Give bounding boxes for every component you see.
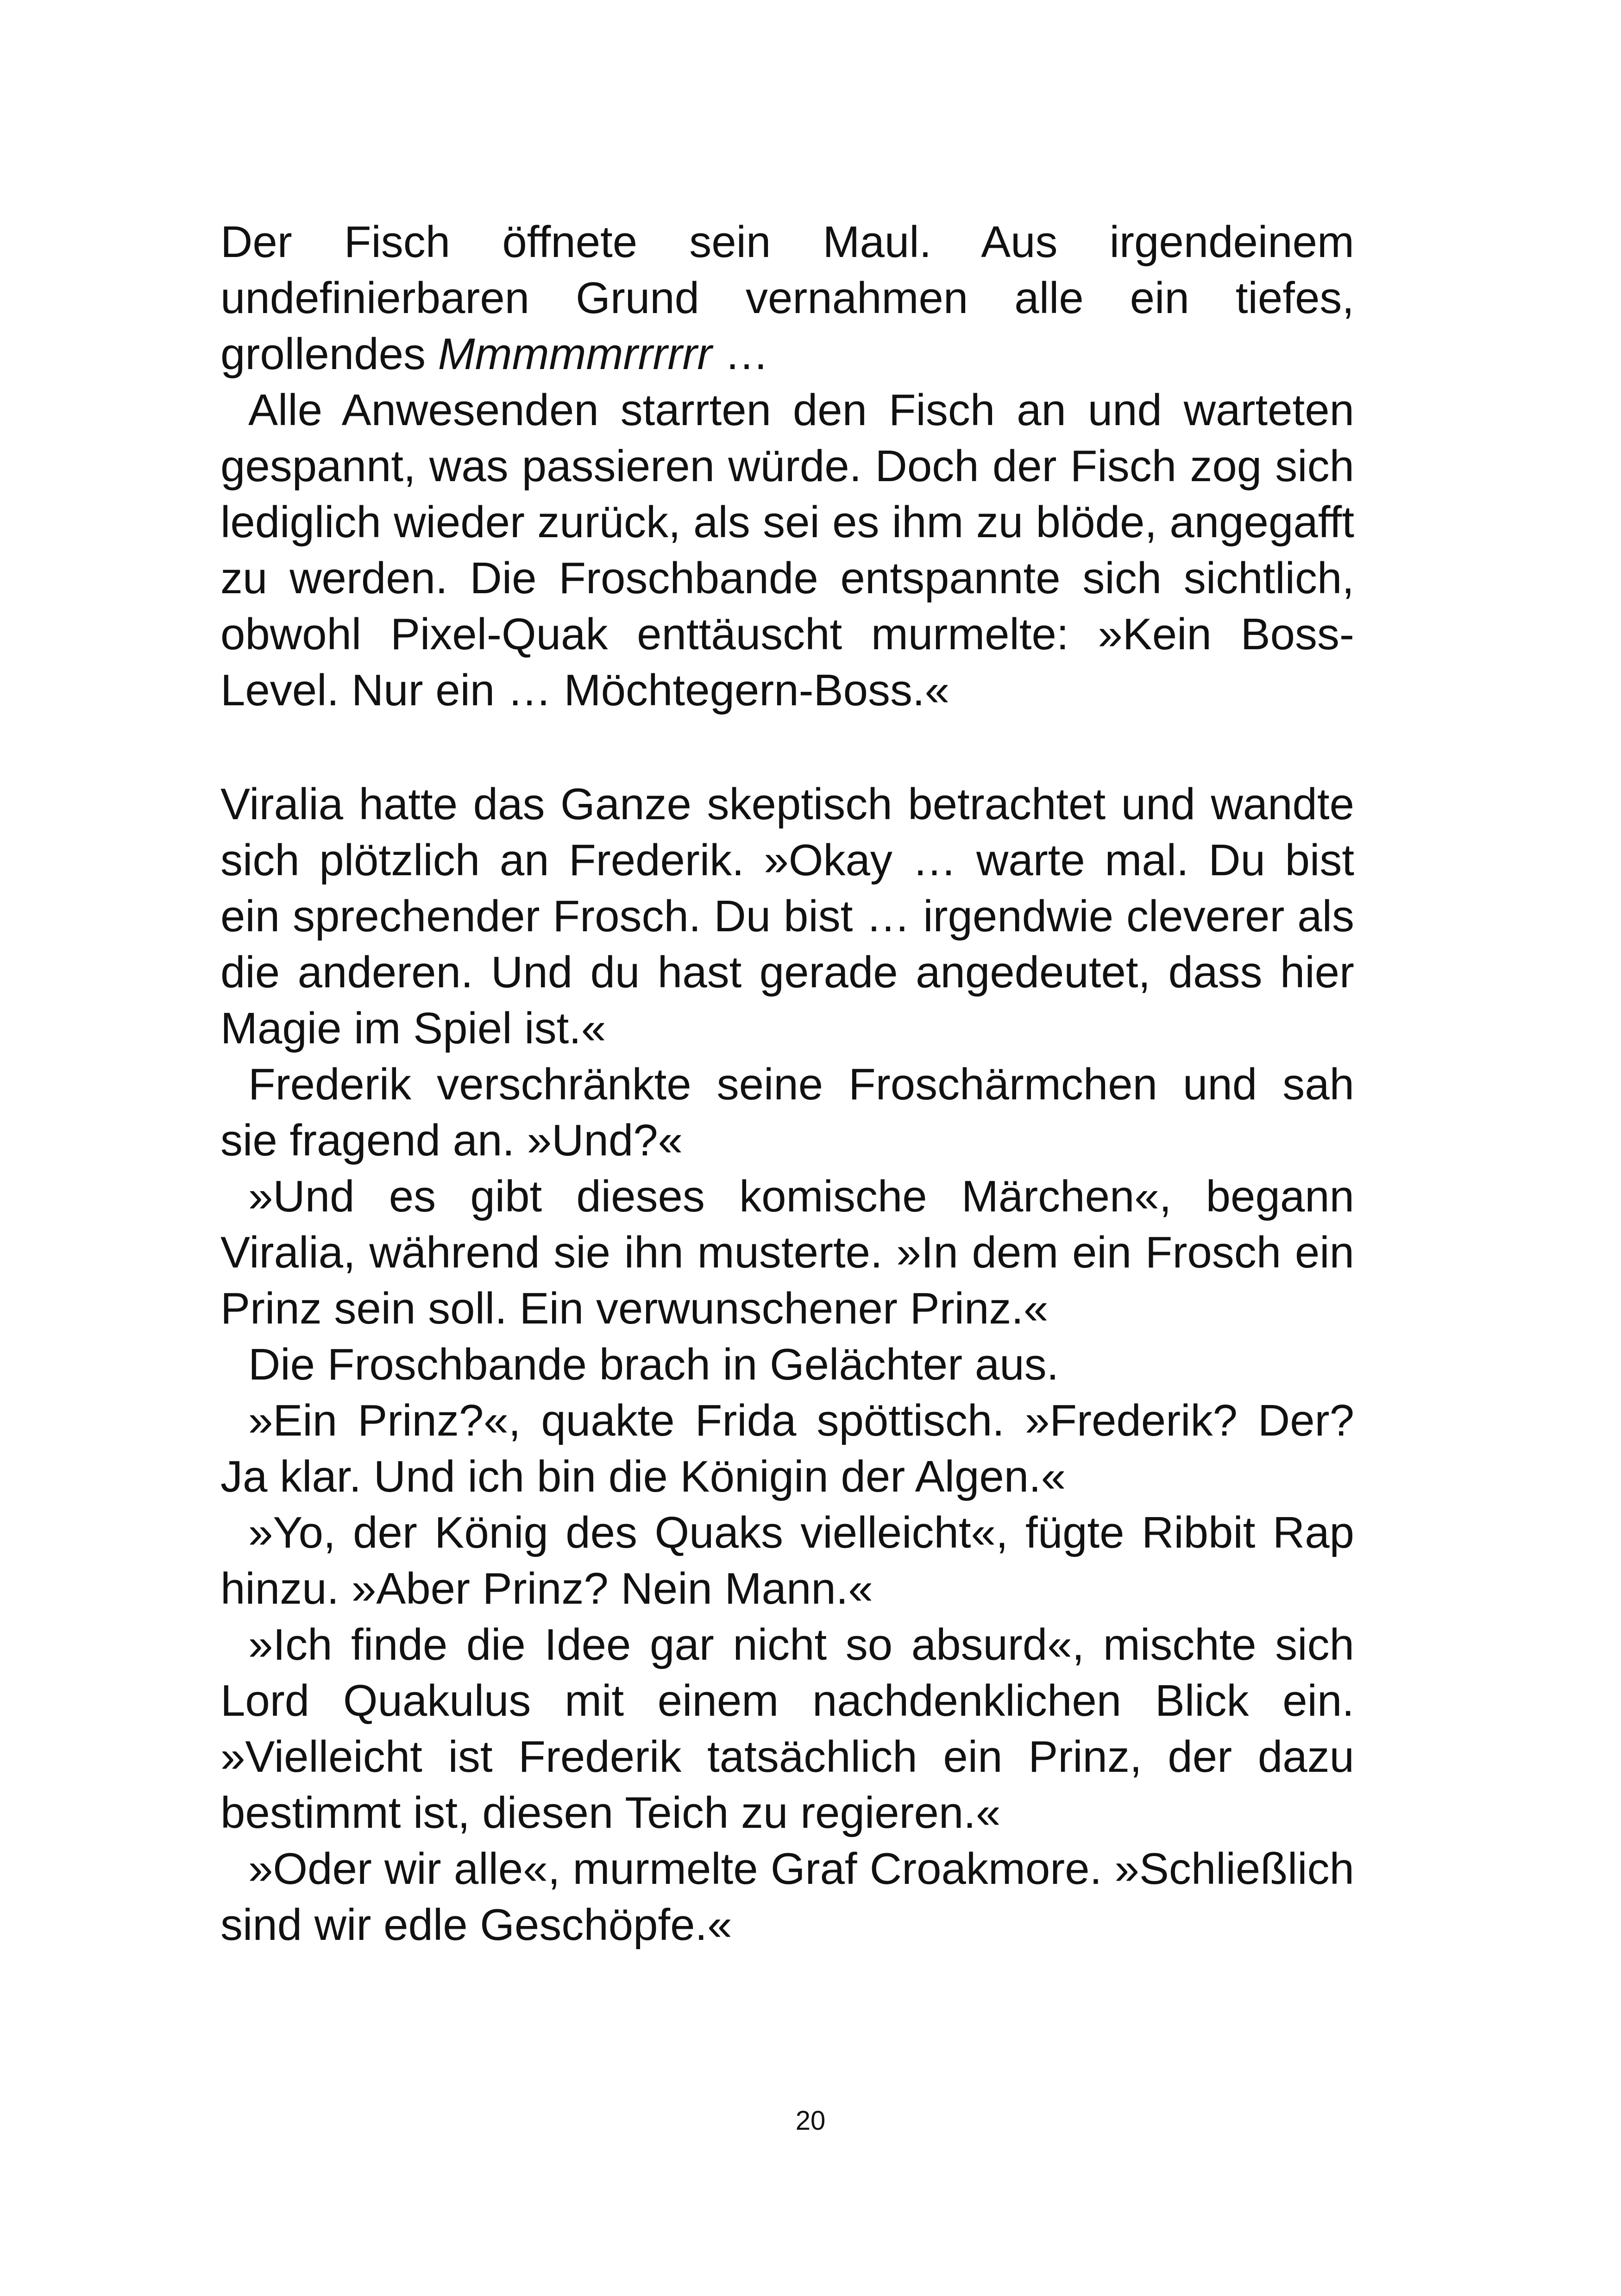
paragraph: Viralia hatte das Ganze skeptisch betrachtet und wandte sich plötzlich an Frederik. »Okay … warte mal. Du bist ein sprechender Frosch. Du bist … irgendwie cleverer als die anderen. Und du hast gerade angedeutet, dass hier Magie im Spiel ist.« bbox=[220, 779, 1354, 1053]
paragraph bbox=[220, 214, 1354, 382]
ellipsis: … bbox=[712, 329, 769, 379]
italic-sound: Mmmmmrrrrrr bbox=[438, 329, 712, 379]
paragraph: Die Froschbande brach in Gelächter aus. bbox=[248, 1340, 1059, 1389]
page-number: 20 bbox=[795, 2106, 826, 2136]
paragraph: »Oder wir alle«, murmelte Graf Croakmore. »Schließlich sind wir edle Geschöpfe.« bbox=[220, 1844, 1354, 1950]
paragraph: »Ich finde die Idee gar nicht so absurd«, mischte sich Lord Quakulus mit einem nachdenklichen Blick ein. »Vielleicht ist Frederik tatsächlich ein Prinz, der dazu bestimmt ist, diesen Teich zu regieren.« bbox=[220, 1620, 1354, 1838]
paragraph: »Ein Prinz?«, quakte Frida spöttisch. »Frederik? Der? Ja klar. Und ich bin die Königin der Algen.« bbox=[220, 1396, 1354, 1501]
text-block-1 bbox=[220, 214, 1354, 718]
paragraph: »Yo, der König des Quaks vielleicht«, fügte Ribbit Rap hinzu. »Aber Prinz? Nein Mann.« bbox=[220, 1508, 1354, 1613]
text-block-2 bbox=[220, 776, 1354, 1953]
paragraph: »Und es gibt dieses komische Märchen«, begann Viralia, während sie ihn musterte. »In dem ein Frosch ein Prinz sein soll. Ein verwunschener Prinz.« bbox=[220, 1172, 1354, 1333]
paragraph: Alle Anwesenden starrten den Fisch an und warteten gespannt, was passieren würde. Doch der Fisch zog sich lediglich wieder zurück, als sei es ihm zu blöde, angegafft zu werden. Die Froschbande entspannte sich sichtlich, obwohl Pixel-Quak enttäuscht murmelte: »Kein Boss-Level. Nur ein … Möchtegern-Boss.« bbox=[220, 385, 1354, 715]
paragraph: Frederik verschränkte seine Froschärmchen und sah sie fragend an. »Und?« bbox=[220, 1060, 1354, 1165]
paragraph-text: Der Fisch öffnete sein Maul. Aus irgendeinem undefinierbaren Grund vernahmen alle ein tiefes, grollendes bbox=[220, 217, 1354, 379]
